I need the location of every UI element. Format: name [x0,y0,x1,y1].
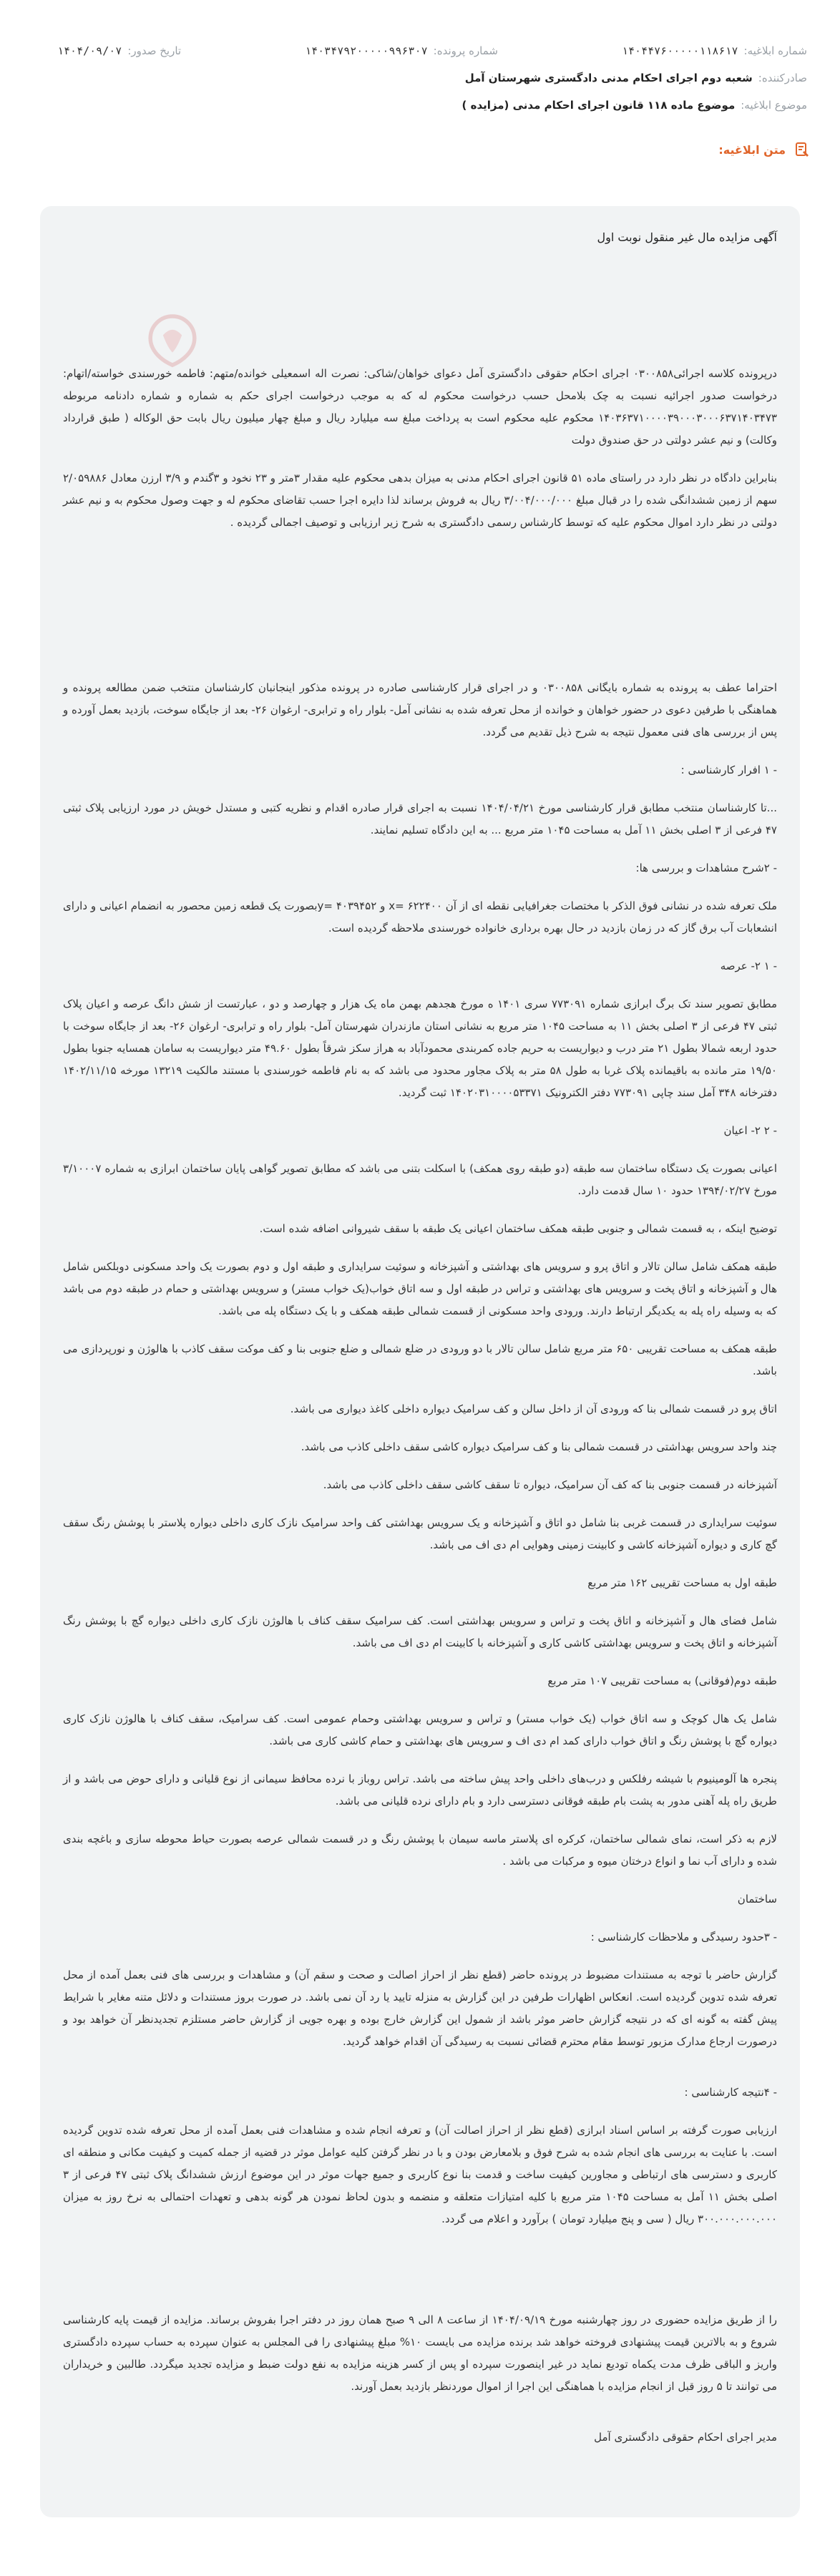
paragraph-kitchen: آشپزخانه در قسمت جنوبی بنا که کف آن سرامیک، دیواره تا سقف کاشی سقف داخلی کاذب می باشد. [323,1478,777,1491]
paragraph-extension-note: توضیح اینکه ، به قسمت شمالی و جنوبی طبقه همکف ساختمان اعیانی یک طبقه با سقف شیروانی اضافه شده است. [259,1222,777,1235]
notice-meta-row [0,42,840,60]
paragraph-conclusion: ارزیابی صورت گرفته بر اساس اسناد ابرازی (قطع نظر از احراز اصالت آن) و تعرفه انجام شده و مشاهدات فنی بعمل آمده از محل تعرفه شده تدوین گردیده است. با عنایت به بررسی های انجام شده به شرح فوق و بلامعارض بودن و با در نظر گرفتن کلیه عوامل موثر در قضیه از جمله کمیت و کیفیت مکانی و منطقه ای کاربری و دسترسی های ارتباطی و مجاورین کیفیت ساخت و قدمت بنا نوع کاربری و جمیع جهات موثر در این موضوع ارزش ششدانگ پلاک ثبتی ۴۷ فرعی از ۳ اصلی بخش ۱۱ آمل به مساحت ۱۰۴۵ متر مربع با کلیه امتیازات متعلقه و منضمه و بدون لحاظ نمودن هر گونه بدهی و تعهدات احتمالی به نرخ روز به میزان ۳۰۰.۰۰۰.۰۰۰.۰۰۰ ریال ( سی و پنج میلیارد تومان ) برآورد و اعلام می گردد. [63,2124,778,2225]
issue-date [57,44,181,57]
paragraph-auction-terms: را از طریق مزایده حضوری در روز چهارشنبه مورخ ۱۴۰۴/۰۹/۱۹ از ساعت ۸ الی ۹ صبح همان روز در دفتر اجرا بفروش برساند. مزایده از قیمت پایه کارشناسی شروع و به بالاترین قیمت پیشنهادی فروخته خواهد شد برنده مزایده می بایست ۱۰% مبلغ پیشنهادی را فی المجلس به عنوان سپرده به حساب سپرده دادگستری واریز و الباقی ظرف مدت یکماه تودیع نماید در غیر اینصورت سپرده او پس از کسر هزینه مزایده به نفع دولت ضبط و مزایده تجدید میگردد. طالبین و خریداران می توانند تا ۵ روز قبل از انجام مزایده با هماهنگی این اجرا از اموال موردنظر بازدید بعمل آورند. [63,2313,778,2393]
case-number [305,44,498,57]
paragraph-restrooms: چند واحد سرویس بهداشتی در قسمت شمالی بنا و کف سرامیک دیواره کاشی سقف داخلی کاذب می باشد. [301,1440,777,1453]
paragraph-caretaker-suite: سوئیت سرایداری در قسمت غربی بنا شامل دو اتاق و آشپزخانه و یک سرویس بهداشتی کف واحد سرامیک نازک کاری داخلی دیواره پلاستر با پوشش رنگ سقف گچ کاری و دیواره آشپزخانه کاشی و کابینت زمینی وهوایی ام دی اف می باشد. [63,1516,777,1551]
paragraph-ground-floor-layout: طبقه همکف شامل سالن تالار و اتاق پرو و سرویس های بهداشتی و آشپزخانه و سوئیت سرایداری و طبقه اول و دوم بصورت یک واحد مسکونی دوبلکس شامل هال و آشپزخانه و اتاق پخت و سرویس های بهداشتی و تراس در طبقه اول و سه اتاق خواب(یک خواب مستر) و سرویس بهداشتی و حمام در طبقه دوم می باشد که به وسیله راه پله به یکدیگر ارتباط دارند. ورودی واحد مسکونی از قسمت شمالی طبقه همکف و با یک دستگاه پله می باشد. [63,1260,777,1317]
section-scope: - ۳حدود رسیدگی و ملاحظات کارشناسی : [590,1931,777,1943]
issuer-label: صادرکننده: [758,72,807,84]
issuer-line [0,69,840,87]
paragraph-first-floor: شامل فضای هال و آشپزخانه و اتاق پخت و تراس و سرویس بهداشتی است. کف سرامیک سقف کناف با هالوژن نازک کاری داخلی دیواره گچ با پوشش رنگ آشپزخانه و اتاق پخت و سرویس بهداشتی کاشی کاری و آشپزخانه با کابینت ام دی اف می باشد. [63,1614,777,1649]
case-number-label: شماره پرونده: [433,44,498,57]
notice-number-label: شماره ابلاغیه: [743,44,807,57]
paragraph-case-intro: درپرونده کلاسه اجرائی۰۳۰۰۸۵۸ اجرای احکام حقوقی دادگستری آمل دعوای خواهان/شاکی: نصرت اله اسمعیلی خوانده/متهم: فاطمه خورسندی خواسته/اتهام: درخواست صدور اجرائیه نسبت به چک بلامحل حسب درخواست محکوم له که به موجب درخواست اجرای حکم به شماره و شماره دادنامه مربوطه ۱۴۰۳۶۳۷۱۰۰۰۰۳۹۰۰۰۳۰۰۰۶۳۷۱۴۰۳۴۷۳ محکوم علیه محکوم است به پرداخت مبلغ سه میلیارد ریال و مبلغ چهار میلیون ریال بابت حق الوکاله ( طبق قرارداد وکالت) و نیم عشر دولتی در حق صندوق دولت [63,367,777,447]
notice-body-card [40,206,800,2517]
paragraph-building: اعیانی بصورت یک دستگاه ساختمان سه طبقه (دو طبقه روی همکف) با اسکلت بتنی می باشد که مطابق تصویر گواهی پایان ساختمان ابرازی به شماره ۳/۱۰۰۰۷ مورخ ۱۳۹۴/۰۲/۲۷ حدود ۱۰ سال قدمت دارد. [63,1162,777,1197]
paragraph-scope: گزارش حاضر با توجه به مستندات مضبوط در پرونده حاضر (قطع نظر از احراز اصالت و صحت و سقم آن) و مشاهدات و بررسی های فنی بعمل آمده از محل تعرفه شده تدوین گردیده است. انعکاس اظهارات طرفین در این گزارش به منزله تایید یا رد آن نمی باشد. در صورت بروز مستندات و دلائل متنه مغایر با شرایط پیش گفته به گونه ای که در نتیجه گزارش حاضر موثر باشد از شمول این گزارش خارج بوده و بهره جویی از گزارش حاضر مستلزم تجدیدنظر آن خواهد بود و درصورت ارجاع مدارک مزبور توسط مقام محترم قضائی نسبت به رسیدگی آن اقدام خواهد گردید. [63,1968,777,2048]
subject-line [0,96,840,114]
subject-label: موضوع ابلاغیه: [741,99,807,112]
subject-value: موضوع ماده ۱۱۸ قانون اجرای احکام مدنی (مزایده ) [461,99,736,112]
paragraph-observations: ملک تعرفه شده در نشانی فوق الذکر با مختصات جغرافیایی نقطه ای از آن ۶۲۲۴۰۰ =x و ۴۰۳۹۴۵۲ =yبصورت یک قطعه زمین محصور به انضمام اعیانی و دارای انشعابات آب برق گاز که در زمان بازدید در حال بهره برداری خانواده خورسندی ملاحظه گردیده است. [63,899,778,935]
signature-line: مدیر اجرای احکام حقوقی دادگستری آمل [594,2431,777,2444]
case-number-value: ۱۴۰۳۴۷۹۲۰۰۰۰۰۹۹۶۳۰۷ [305,44,428,57]
paragraph-ground-floor-area: طبقه همکف به مساحت تقریبی ۶۵۰ متر مربع شامل سالن تالار با دو ورودی در ضلع شمالی و ضلع جنوبی بنا و کف موکت سقف کاذب با هالوژن و نورپردازی می باشد. [63,1342,777,1377]
section-second-floor: طبقه دوم(فوقانی) به مساحت تقریبی ۱۰۷ متر مربع [547,1674,777,1687]
section-conclusion: - ۴نتیجه کارشناسی : [684,2086,777,2099]
issue-date-label: تاریخ صدور: [127,44,182,57]
notice-heading: آگهی مزایده مال غیر منقول نوبت اول [597,230,777,244]
section-observations: - ۲شرح مشاهدات و بررسی ها: [635,862,777,874]
paragraph-second-floor: شامل یک هال کوچک و سه اتاق خواب (یک خواب مستر) و تراس و سرویس بهداشتی وحمام عمومی است. کف سرامیک، سقف کناف با هالوژن نازک کاری دیواره گچ با پوشش رنگ و اتاق خواب دارای کمد ام دی اف و سرویس های بهداشتی و حمام کاشی کاری می باشد. [63,1712,777,1747]
section-building: - ۲ ۲- اعیان [723,1124,777,1137]
issue-date-value: ۱۴۰۴/۰۹/۰۷ [57,44,122,57]
notice-text-title: متن ابلاغیه: [718,142,786,157]
notice-number-value: ۱۴۰۴۴۷۶۰۰۰۰۰۱۱۸۶۱۷ [621,44,738,57]
section-first-floor: طبقه اول به مساحت تقریبی ۱۶۲ متر مربع [587,1576,777,1589]
paragraph-facade-garden: لازم به ذکر است، نمای شمالی ساختمان، کرکره ای پلاستر ماسه سیمان با پوشش رنگ و در قسمت شمالی عرصه بصورت حیاط محوطه سازی و باغچه بندی شده و دارای آب نما و انواع درختان میوه و مرکبات می باشد . [63,1833,777,1868]
paragraph-expert-intro: احتراما عطف به پرونده به شماره بایگانی ۰۳۰۰۸۵۸ و در اجرای قرار کارشناسی صادره در پرونده مذکور اینجانبان کارشناسان منتخب ضمن مطالعه پرونده و هماهنگی با طرفین دعوی در حضور خواهان و خوانده از محل تعرفه شده به نشانی آمل- بلوار راه و ترابری- ارغوان ۲۶- بعد از جایگاه سوخت، بازدید بعمل آورده و پس از بررسی های فنی معمول نتیجه به شرح ذیل تقدیم می گردد. [63,681,777,738]
paragraph-court-decision: بنابراین دادگاه در نظر دارد در راستای ماده ۵۱ قانون اجرای احکام مدنی به میزان بدهی محکوم علیه مقدار ۳متر و ۲۳ نخود و ۳گندم و ۳/۹ ارزن معادل ۲/۰۵۹۸۸۶ سهم از زمین ششدانگی شده را در قبال مبلغ ۳/۰۰۴/۰۰۰/۰۰۰ ریال به فروش برساند لذا دایره اجرا حسب تقاضای محکوم له و جهت وصول محکوم به و نیم عشر دولتی در نظر دارد اموال محکوم علیه که توسط کارشناس رسمی دادگستری به شرح زیر ارزیابی و توصیف اجمالی گردیده . [63,472,777,529]
notice-text-header [0,139,840,160]
document-icon [793,140,811,159]
paragraph-expert-order: ...تا کارشناسان منتخب مطابق قرار کارشناسی مورخ ۱۴۰۴/۰۴/۲۱ نسبت به اجرای قرار صادره اقدام و نظریه کتبی و مستدل خویش در مورد ارزیابی پلاک ثبتی ۴۷ فرعی از ۳ اصلی بخش ۱۱ آمل به مساحت ۱۰۴۵ متر مربع ... به این دادگاه تسلیم نمایند. [63,801,777,836]
issuer-value: شعبه دوم اجرای احکام مدنی دادگستری شهرستان آمل [464,72,753,84]
label-building: ساختمان [737,1893,777,1906]
notice-number [622,44,807,57]
section-land: - ۱ ۲- عرصه [720,960,777,972]
paragraph-fitting-room: اتاق پرو در قسمت شمالی بنا که ورودی آن از داخل سالن و کف سرامیک دیواره داخلی کاغذ دیواری می باشد. [290,1402,777,1415]
notice-page [0,42,840,2576]
paragraph-windows-terrace: پنجره ها آلومینیوم با شیشه رفلکس و درب‌های داخلی واحد پیش ساخته می باشد. تراس روباز با نرده محافظ سیمانی از نوع قلیانی و دارای حوض می باشد و از طریق راه پله آهنی مدور به پشت بام طبقه فوقانی دسترسی دارد و بام دارای نرده قلیانی می باشد. [63,1772,777,1807]
section-expert-order: - ۱ افرار کارشناسی : [680,763,777,776]
paragraph-land: مطابق تصویر سند تک برگ ابرازی شماره ۷۷۳۰۹۱ سری ۱۴۰۱ ه مورخ هجدهم بهمن ماه یک هزار و چهارصد و دو ، عبارتست از شش دانگ عرصه و اعیان پلاک ثبتی ۴۷ فرعی از ۳ اصلی بخش ۱۱ به مساحت ۱۰۴۵ متر مربع به نشانی استان مازندران شهرستان آمل- بلوار راه و ترابری- ارغوان ۲۶- بعد از جایگاه سوخت با حدود اربعه شمالا بطول ۲۱ متر درب و دیواریست به حریم جاده کمربندی محمودآباد به هراز سکز شرقاً بطول ۴۹.۶۰ متر دیواریست به سامان همسایه جنوبا بطول ۱۹/۵۰ متر مانده به باقیمانده پلاک غربا به طول ۵۸ متر به پلاک مجاور محدود می باشد که به نام فاطمه خورسندی با مستند مالکیت ۱۳۲۱۹ مورخه ۱۴۰۲/۱۱/۱۵ دفترخانه ۳۴۸ آمل سند چاپی ۷۷۳۰۹۱ دفتر الکترونیک ۱۴۰۲۰۳۱۰۰۰۰۵۳۳۷۱ ثبت گردید. [63,997,778,1099]
